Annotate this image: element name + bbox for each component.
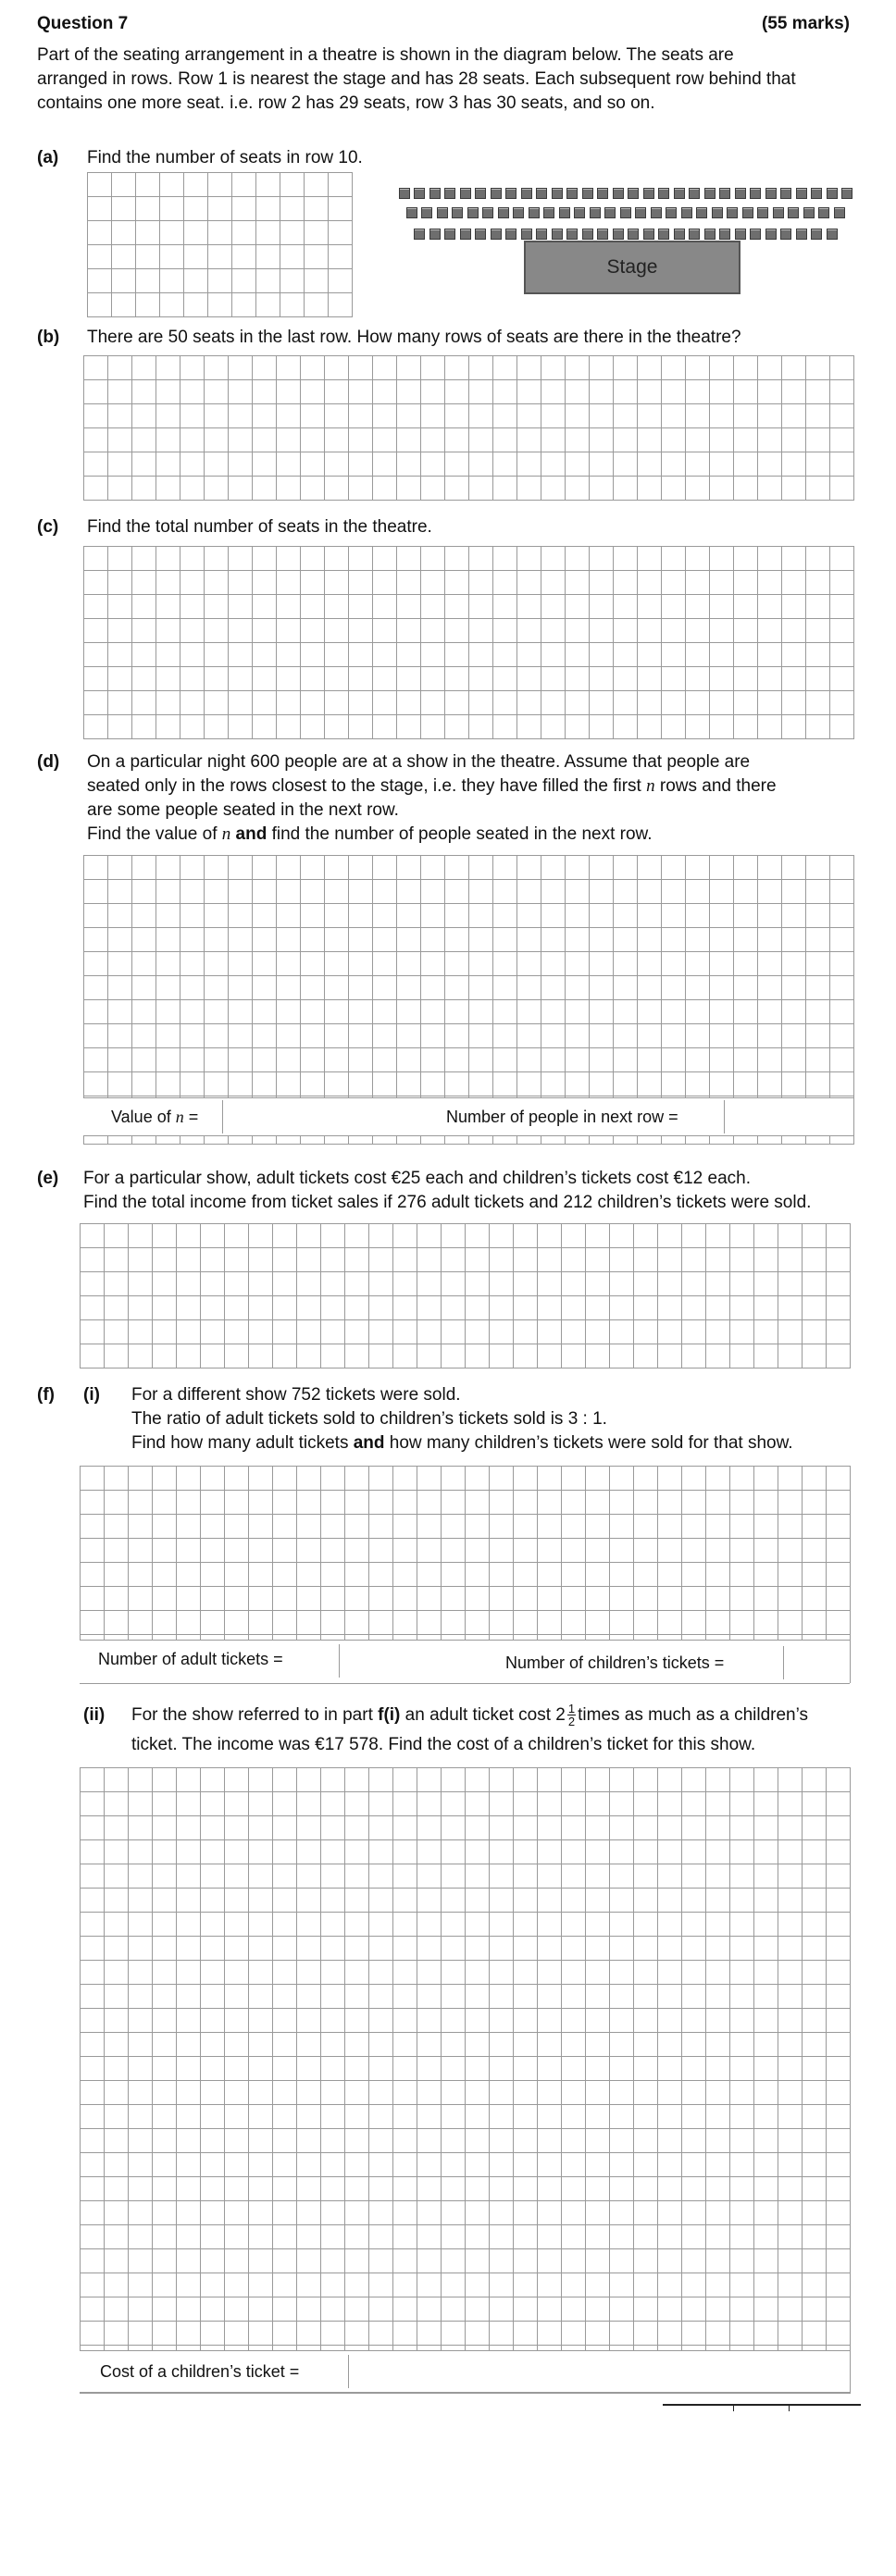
part-a-answer-grid[interactable] — [87, 172, 353, 317]
part-b-text: There are 50 seats in the last row. How many rows of seats are there in the theatre? — [87, 328, 741, 347]
seat — [765, 229, 777, 240]
stage — [524, 241, 740, 294]
seat — [773, 207, 784, 218]
seat — [429, 188, 441, 199]
seat — [735, 229, 746, 240]
part-d-line-3: are some people seated in the next row. — [87, 800, 399, 820]
seat — [521, 188, 532, 199]
seat — [597, 188, 608, 199]
seat — [613, 188, 624, 199]
seat — [841, 188, 852, 199]
seat — [704, 188, 716, 199]
seat — [421, 207, 432, 218]
seat — [414, 188, 425, 199]
part-f-i-line-2: The ratio of adult tickets sold to children’s tickets sold is 3 : 1. — [131, 1409, 607, 1429]
seat — [818, 207, 829, 218]
seat — [399, 188, 410, 199]
seat — [620, 207, 631, 218]
seat — [513, 207, 524, 218]
seat — [727, 207, 738, 218]
seat — [796, 188, 807, 199]
adult-tickets-label: Number of adult tickets = — [98, 1650, 283, 1668]
intro-line-2: arranged in rows. Row 1 is nearest the stage and has 28 seats. Each subsequent row behind that — [37, 69, 796, 89]
part-f-ii-line-2: ticket. The income was €17 578. Find the cost of a children’s ticket for this show. — [131, 1735, 756, 1754]
seat — [491, 188, 502, 199]
seat — [414, 229, 425, 240]
children-tickets-box[interactable] — [783, 1646, 851, 1679]
seat — [635, 207, 646, 218]
seat — [643, 188, 654, 199]
part-c-label: (c) — [37, 517, 59, 537]
next-row-box[interactable] — [724, 1100, 854, 1133]
seat — [505, 229, 516, 240]
seat — [536, 229, 547, 240]
seat — [827, 229, 838, 240]
part-e-answer-grid[interactable] — [80, 1223, 851, 1368]
part-f-ii-answer-row — [80, 2350, 850, 2393]
seat — [696, 207, 707, 218]
seat — [452, 207, 463, 218]
seat — [498, 207, 509, 218]
value-of-n-label: Value of n = — [111, 1108, 199, 1126]
marks-box-top-edge — [663, 2404, 861, 2406]
part-e-line-2: Find the total income from ticket sales if 276 adult tickets and 212 children’s tickets were sold. — [83, 1193, 812, 1212]
children-ticket-cost-box[interactable] — [348, 2355, 851, 2388]
part-f-ii-label: (ii) — [83, 1705, 106, 1725]
seat — [689, 229, 700, 240]
seat — [628, 188, 639, 199]
part-d-line-1: On a particular night 600 people are at a show in the theatre. Assume that people are — [87, 752, 751, 772]
seat — [803, 207, 815, 218]
part-a-text: Find the number of seats in row 10. — [87, 148, 363, 167]
seat — [566, 229, 578, 240]
seat — [482, 207, 493, 218]
part-b-label: (b) — [37, 328, 60, 347]
seat — [552, 229, 563, 240]
intro-line-1: Part of the seating arrangement in a theatre is shown in the diagram below. The seats are — [37, 45, 734, 65]
seat — [719, 188, 730, 199]
seat — [475, 229, 486, 240]
seat — [574, 207, 585, 218]
seat — [834, 207, 845, 218]
children-tickets-label: Number of children’s tickets = — [505, 1653, 725, 1672]
stage-label: Stage — [606, 256, 658, 278]
part-f-ii-line-1: For the show referred to in part f(i) an adult ticket cost 2 $\frac{1}{2}$ times as much as a children’s — [131, 1702, 808, 1729]
seat — [712, 207, 723, 218]
seat — [780, 229, 791, 240]
seat — [628, 229, 639, 240]
seat — [658, 188, 669, 199]
part-f-i-line-3: Find how many adult tickets and how many children’s tickets were sold for that show. — [131, 1433, 793, 1453]
seat — [475, 188, 486, 199]
part-e-label: (e) — [37, 1169, 59, 1188]
seat — [750, 188, 761, 199]
part-f-label: (f) — [37, 1385, 55, 1405]
seat — [757, 207, 768, 218]
seat — [597, 229, 608, 240]
seat — [543, 207, 554, 218]
part-d-line-2: seated only in the rows closest to the stage, i.e. they have filled the first n rows and there — [87, 776, 777, 796]
seat — [552, 188, 563, 199]
seat — [689, 188, 700, 199]
seat — [674, 188, 685, 199]
fraction-one-half: $\frac{1}{2}$ — [567, 1702, 576, 1729]
seat — [460, 229, 471, 240]
question-marks: (55 marks) — [761, 14, 850, 33]
seat — [590, 207, 601, 218]
seat — [765, 188, 777, 199]
seat — [796, 229, 807, 240]
part-f-i-answer-row — [80, 1640, 850, 1684]
seat — [582, 188, 593, 199]
part-c-text: Find the total number of seats in the theatre. — [87, 517, 432, 537]
seat — [406, 207, 417, 218]
question-title: Question 7 — [37, 14, 129, 33]
seat — [505, 188, 516, 199]
seat — [444, 229, 455, 240]
seat — [674, 229, 685, 240]
part-d-answer-row — [83, 1097, 853, 1136]
seat — [444, 188, 455, 199]
intro-line-3: contains one more seat. i.e. row 2 has 29 seats, row 3 has 30 seats, and so on. — [37, 93, 655, 113]
next-row-label: Number of people in next row = — [446, 1108, 678, 1126]
children-ticket-cost-label: Cost of a children’s ticket = — [100, 2362, 300, 2381]
seat — [788, 207, 799, 218]
seat — [658, 229, 669, 240]
seat — [704, 229, 716, 240]
seat — [460, 188, 471, 199]
value-of-n-box[interactable] — [222, 1100, 427, 1133]
seat — [643, 229, 654, 240]
seat — [604, 207, 616, 218]
seat — [582, 229, 593, 240]
seat — [429, 229, 441, 240]
seat — [811, 229, 822, 240]
part-d-label: (d) — [37, 752, 60, 772]
seat — [559, 207, 570, 218]
seat — [566, 188, 578, 199]
seat — [491, 229, 502, 240]
part-f-i-label: (i) — [83, 1385, 100, 1405]
seat — [437, 207, 448, 218]
part-c-answer-grid[interactable] — [83, 546, 854, 739]
seat — [467, 207, 479, 218]
seat — [742, 207, 753, 218]
seat — [735, 188, 746, 199]
part-d-line-4: Find the value of n and find the number of people seated in the next row. — [87, 824, 653, 844]
seat — [827, 188, 838, 199]
seat — [521, 229, 532, 240]
part-f-ii-answer-grid[interactable] — [80, 1767, 851, 2394]
seat — [529, 207, 540, 218]
seat — [750, 229, 761, 240]
seat — [811, 188, 822, 199]
part-f-i-line-1: For a different show 752 tickets were sold. — [131, 1385, 461, 1405]
seat — [681, 207, 692, 218]
marks-box-divider — [733, 2404, 734, 2411]
seat — [780, 188, 791, 199]
part-b-answer-grid[interactable] — [83, 355, 854, 501]
seat — [651, 207, 662, 218]
seat — [719, 229, 730, 240]
seat — [613, 229, 624, 240]
part-a-label: (a) — [37, 148, 59, 167]
seat — [536, 188, 547, 199]
seat — [666, 207, 677, 218]
marks-box-divider-2 — [789, 2404, 790, 2411]
part-e-line-1: For a particular show, adult tickets cost €25 each and children’s tickets cost €12 each. — [83, 1169, 751, 1188]
